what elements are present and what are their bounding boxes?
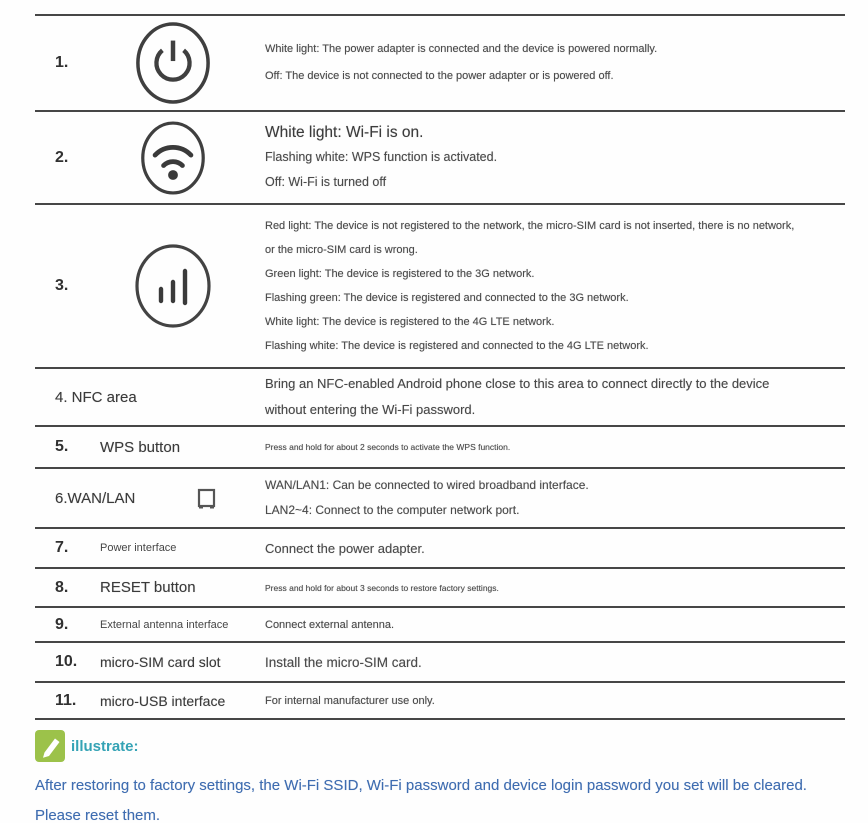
table-row-usb-interface [35,681,845,718]
description-line: For internal manufacturer use only. [265,694,435,707]
description-line: Off: Wi-Fi is turned off [265,175,387,189]
description-line: Flashing white: The device is registered and connected to the 4G LTE network. [265,340,649,352]
description-line: Connect the power adapter. [265,540,425,556]
table-row-sim-slot [35,641,845,681]
note-section [35,730,845,823]
table-row-reset-button [35,567,845,606]
row-number: 5. [55,438,69,455]
row-label: micro-USB interface [100,692,226,709]
row-number: 8. [55,578,69,596]
description-line: without entering the Wi-Fi password. [265,402,476,417]
description-line: Connect external antenna. [265,618,395,631]
table-row-nfc-area [35,367,845,425]
row-label: 4. NFC area [55,388,137,406]
row-label: micro-SIM card slot [100,654,221,670]
description-line: Red light: The device is not registered to the network, the micro-SIM card is not inserted, there is no network, [265,220,795,232]
description-line: LAN2~4: Connect to the computer network port. [265,503,520,517]
description-line: Bring an NFC-enabled Android phone close to this area to connect directly to the device [265,376,770,391]
note-line: Please reset them. [35,807,161,823]
wifi-icon [100,119,245,197]
description-line: or the micro-SIM card is wrong. [265,244,418,256]
note-title: illustrate: [71,737,139,755]
table-row-wps-button [35,425,845,467]
indicator-table [35,14,845,720]
table-row-network-led [35,203,845,367]
row-number: 11. [55,691,77,709]
row-label: 6.WAN/LAN [55,489,136,507]
row-label: External antenna interface [100,618,229,631]
table-row-external-antenna [35,606,845,641]
table-row-power-led [35,14,845,110]
table-row-power-interface [35,527,845,567]
power-icon [100,20,245,106]
description-line: White light: The power adapter is connected and the device is powered normally. [265,43,658,55]
table-row-wifi-led [35,110,845,203]
signal-icon [100,242,245,330]
row-number: 1. [55,54,69,71]
description-line: White light: The device is registered to the 4G LTE network. [265,316,555,328]
description-line: Press and hold for about 3 seconds to restore factory settings. [265,582,499,593]
description-line: Flashing green: The device is registered and connected to the 3G network. [265,292,629,304]
description-line: Press and hold for about 2 seconds to activate the WPS function. [265,442,511,452]
note-line: After restoring to factory settings, the Wi-Fi SSID, Wi-Fi password and device login password you set will be cleared. [35,777,807,794]
ethernet-port-icon [197,488,216,509]
description-line: Green light: The device is registered to the 3G network. [265,268,535,280]
row-number: 10. [55,653,78,670]
row-number: 7. [55,539,69,556]
description-line: White light: Wi-Fi is on. [265,124,424,141]
row-number: 3. [55,277,69,294]
row-label: RESET button [100,579,196,596]
row-number: 2. [55,148,69,166]
table-row-wan-lan [35,467,845,527]
description-line: Flashing white: WPS function is activated. [265,150,498,164]
row-label: WPS button [100,438,181,456]
description-line: WAN/LAN1: Can be connected to wired broadband interface. [265,478,589,492]
description-line: Off: The device is not connected to the power adapter or is powered off. [265,70,614,82]
row-label: Power interface [100,542,177,554]
pencil-icon [35,730,65,762]
description-line: Install the micro-SIM card. [265,654,422,670]
row-number: 9. [55,615,69,633]
